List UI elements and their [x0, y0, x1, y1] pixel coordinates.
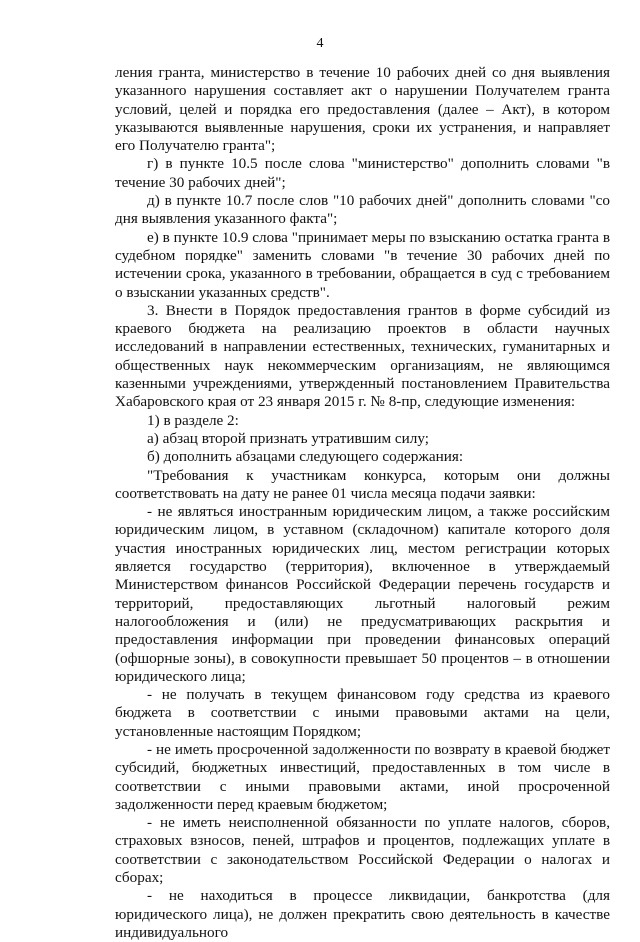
paragraph: 1) в разделе 2:: [147, 411, 239, 429]
paragraph: 3. Внести в Порядок предоставления грантов в форме субсидий из краевого бюджета на реализацию проектов в области научных исследований в направлении естественных, технических, гуманитарных и общественных наук некоммерческим организациям, не являющимся казенными учреждениями, утвержденный постановлением Правительства Хабаровского края от 23 января 2015 г. № 8-пр, следующие изменения:: [115, 301, 610, 411]
paragraph: а) абзац второй признать утратившим силу;: [147, 429, 429, 447]
list-item: - не получать в текущем финансовом году средства из краевого бюджета в соответствии с иными правовыми актами на цели, установленные настоящим Порядком;: [115, 686, 610, 740]
paragraph: "Требования к участникам конкурса, которым они должны соответствовать на дату не ранее 01 числа месяца подачи заявки:: [115, 466, 610, 502]
paragraph: д) в пункте 10.7 после слов "10 рабочих дней" дополнить словами "со дня выявления указанного факта";: [115, 192, 610, 228]
list-item: - не находиться в процессе ликвидации, банкротства (для юридического лица), не должен прекратить свою деятельность в качестве индивидуального: [115, 887, 610, 941]
paragraph: б) дополнить абзацами следующего содержания:: [147, 448, 464, 466]
list-item: - не иметь неисполненной обязанности по уплате налогов, сборов, страховых взносов, пеней, штрафов и процентов, подлежащих уплате в соответствии с законодательством Российской Федерации о налогах и сборах;: [115, 814, 610, 887]
page-number: 4: [316, 36, 324, 51]
list-item: - не являться иностранным юридическим лицом, а также российским юридическим лицом, в уставном (складочном) капитале которого доля участия иностранных юридических лиц, местом регистрации которых является государство (территория), включенное в утверждаемый Министерством финансов Российской Федерации перечень государств и территорий, предоставляющих льготный налоговый режим налогообложения и (или) не предусматривающих раскрытия и предоставления информации при проведении финансовых операций (офшорные зоны), в совокупности превышает 50 процентов – в отношении юридического лица;: [115, 503, 610, 685]
paragraph: ления гранта, министерство в течение 10 рабочих дней со дня выявления указанного нарушения составляет акт о нарушении Получателем гранта условий, целей и порядка его предоставления (далее – Акт), в котором указываются выявленные нарушения, сроки их устранения, и направляет его Получателю гранта";: [115, 64, 610, 155]
list-item: - не иметь просроченной задолженности по возврату в краевой бюджет субсидий, бюджетных инвестиций, предоставленных в том числе в соответствии с иными правовыми актами, иной просроченной задолженности перед краевым бюджетом;: [115, 740, 610, 813]
paragraph: г) в пункте 10.5 после слова "министерство" дополнить словами "в течение 30 рабочих дней";: [115, 155, 610, 191]
paragraph: е) в пункте 10.9 слова "принимает меры по взысканию остатка гранта в судебном порядке" заменить словами "в течение 30 рабочих дней по истечении срока, указанного в требовании, обращается в суд с требованием о взыскании указанных средств".: [115, 228, 610, 301]
document-body: [115, 64, 610, 942]
